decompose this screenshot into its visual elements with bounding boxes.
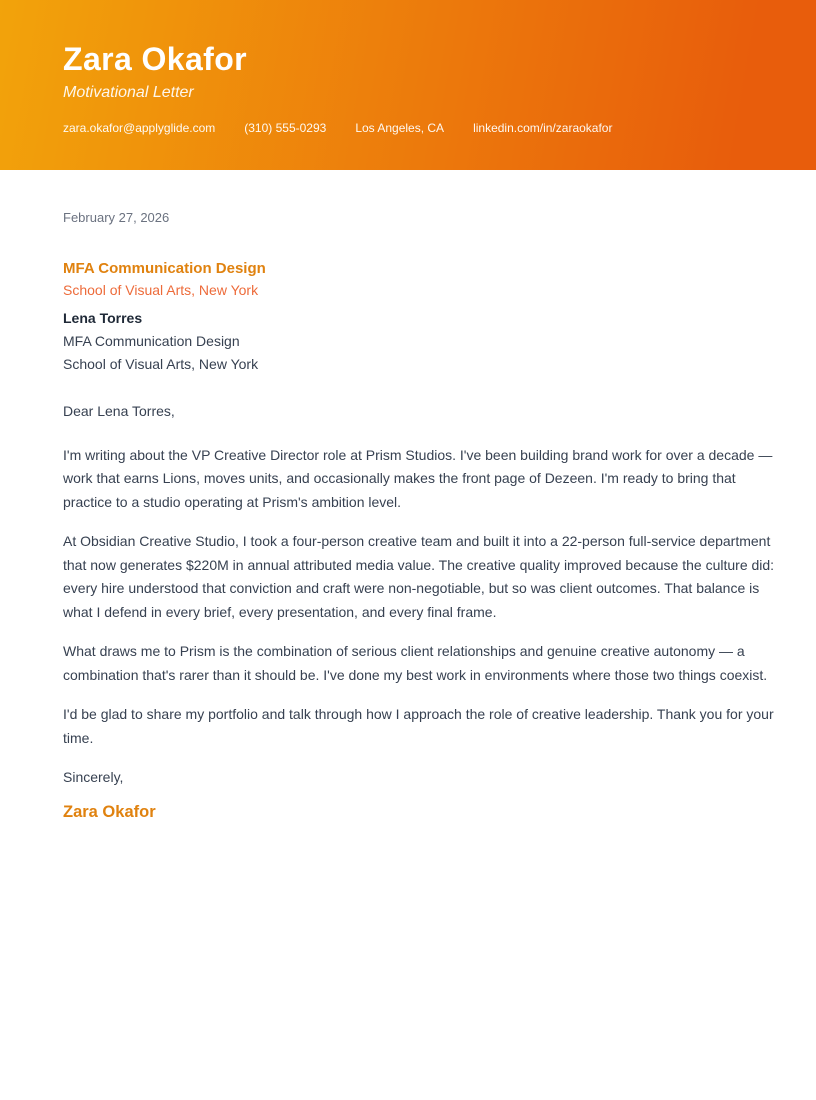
recipient-role: MFA Communication Design xyxy=(63,333,240,349)
document-subtitle: Motivational Letter xyxy=(63,84,194,102)
program-subtitle: School of Visual Arts, New York xyxy=(63,282,259,298)
letter-body xyxy=(0,170,816,822)
body-paragraph-4: I'd be glad to share my portfolio and talk through how I approach the role of creative leadership. Thank you for your time. xyxy=(63,706,774,746)
recipient-block xyxy=(63,307,775,376)
contact-row xyxy=(63,121,775,135)
body-paragraph-2: At Obsidian Creative Studio, I took a four-person creative team and built it into a 22-person full-service department that now generates $220M in annual attributed media value. The creative quality improved because the culture did: every hire understood that conviction and craft were non-negotiable, but so was client outcomes. That balance is what I defend in every brief, every presentation, and every final frame. xyxy=(63,533,775,620)
program-title: MFA Communication Design xyxy=(63,260,266,277)
body-paragraph-1: I'm writing about the VP Creative Director role at Prism Studios. I've been building brand work for over a decade — work that earns Lions, moves units, and occasionally makes the front page of Dezeen. I'm ready to bring that practice to a studio operating at Prism's ambition level. xyxy=(63,446,773,510)
letter-header xyxy=(0,0,816,170)
page-title: Zara Okafor xyxy=(63,41,248,77)
letter-date: February 27, 2026 xyxy=(63,210,170,225)
contact-location: Los Angeles, CA xyxy=(355,121,445,136)
closing: Sincerely, xyxy=(63,769,124,785)
contact-phone: (310) 555-0293 xyxy=(244,121,327,136)
contact-email: zara.okafor@applyglide.com xyxy=(63,121,216,136)
recipient-name: Lena Torres xyxy=(63,310,143,326)
signature-name: Zara Okafor xyxy=(63,802,156,821)
contact-linkedin: linkedin.com/in/zaraokafor xyxy=(473,121,613,136)
recipient-organization: School of Visual Arts, New York xyxy=(63,356,259,372)
salutation: Dear Lena Torres, xyxy=(63,403,175,419)
body-paragraph-3: What draws me to Prism is the combination of serious client relationships and genuine creative autonomy — a combination that's rarer than it should be. I've done my best work in environments where those two things coexist. xyxy=(63,643,768,683)
